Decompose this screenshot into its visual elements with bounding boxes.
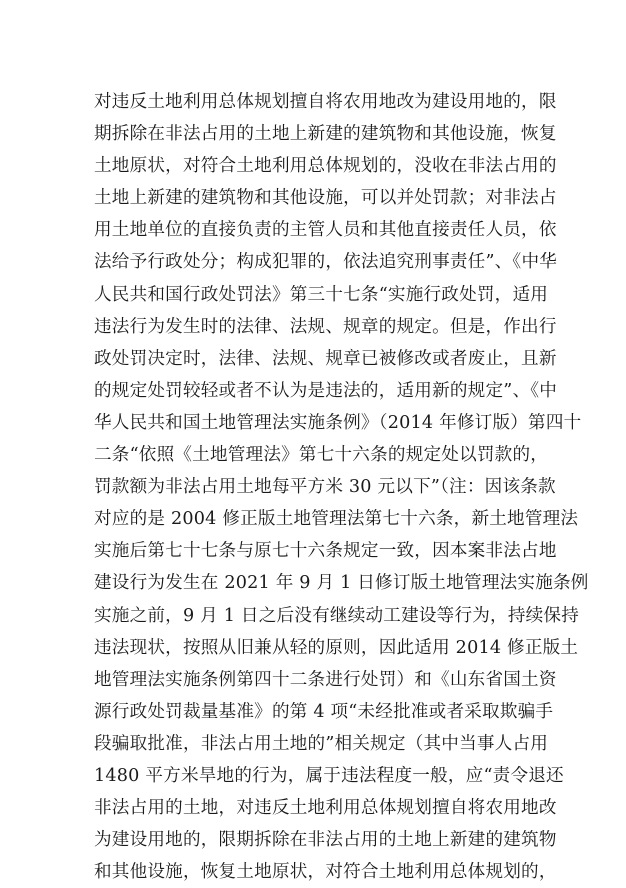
- text-line: 为建设用地的，限期拆除在非法占用的土地上新建的建筑物: [94, 830, 557, 851]
- text-line: 对应的是 2004 修正版土地管理法第七十六条，新土地管理法: [94, 509, 579, 530]
- text-line: 非法占用的土地，对违反土地利用总体规划擅自将农用地改: [94, 798, 557, 819]
- text-line: 政处罚决定时，法律、法规、规章已被修改或者废止，且新: [94, 348, 557, 369]
- text-line: 实施之前，9 月 1 日之后没有继续动工建设等行为，持续保持: [94, 605, 580, 626]
- text-line: 实施后第七十七条与原七十六条规定一致，因本案非法占地: [94, 541, 557, 562]
- text-line: 人民共和国行政处罚法》第三十七条“实施行政处罚，适用: [94, 284, 549, 305]
- text-line: 罚款额为非法占用土地每平方米 30 元以下”（注：因该条款: [94, 477, 556, 498]
- text-line: 土地原状，对符合土地利用总体规划的，没收在非法占用的: [94, 156, 557, 177]
- text-line: 建设行为发生在 2021 年 9 月 1 日修订版土地管理法实施条例: [94, 573, 589, 594]
- text-line: 违法现状，按照从旧兼从轻的原则，因此适用 2014 修正版土: [94, 637, 579, 658]
- text-line: 的规定处罚较轻或者不认为是违法的，适用新的规定”、《中: [94, 380, 558, 401]
- text-line: 和其他设施，恢复土地原状，对符合土地利用总体规划的，: [94, 862, 557, 883]
- text-line: 源行政处罚裁量基准》的第 4 项“未经批准或者采取欺骗手: [94, 701, 554, 722]
- text-line: 期拆除在非法占用的土地上新建的建筑物和其他设施，恢复: [94, 124, 557, 145]
- text-line: 段骗取批准，非法占用土地的”相关规定（其中当事人占用: [94, 733, 549, 754]
- text-line: 地管理法实施条例第四十二条进行处罚）和《山东省国土资: [94, 669, 557, 690]
- text-line: 用土地单位的直接负责的主管人员和其他直接责任人员，依: [94, 220, 557, 241]
- text-line: 二条“依照《土地管理法》第七十六条的规定处以罚款的，: [94, 445, 549, 466]
- body-paragraph: [94, 86, 589, 888]
- text-line: 华人民共和国土地管理法实施条例》（2014 年修订版）第四十: [94, 412, 582, 433]
- text-line: 违法行为发生时的法律、法规、规章的规定。但是，作出行: [94, 316, 557, 337]
- text-line: 对违反土地利用总体规划擅自将农用地改为建设用地的，限: [94, 92, 557, 112]
- text-line: 法给予行政处分；构成犯罪的，依法追究刑事责任”、《中华: [94, 252, 558, 273]
- text-line: 土地上新建的建筑物和其他设施，可以并处罚款；对非法占: [94, 188, 557, 209]
- text-line: 1480 平方米旱地的行为，属于违法程度一般，应“责令退还: [94, 765, 564, 786]
